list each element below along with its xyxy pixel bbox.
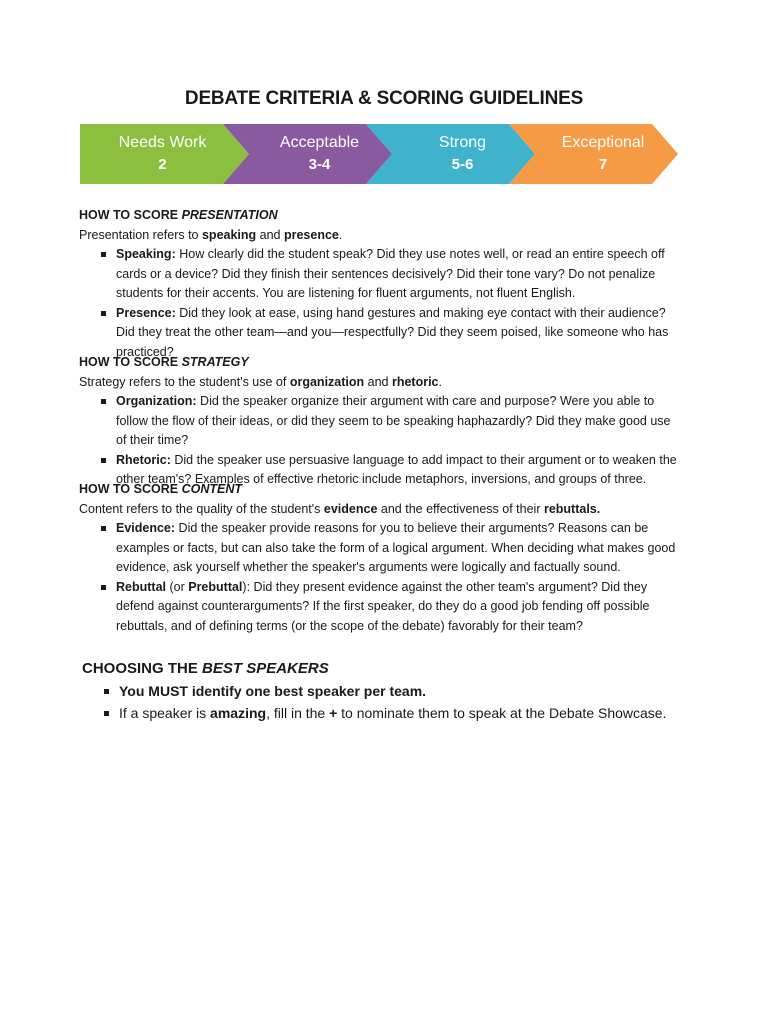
best-speaker-rule: You MUST identify one best speaker per team. xyxy=(104,680,682,702)
criterion-evidence: Evidence: Did the speaker provide reasons for you to believe their arguments? Reasons can be examples or facts, but can also take the form of a logical argument. When deciding what makes good evidence, ask yourself whether the speaker's arguments were logically and factually sound. xyxy=(101,519,679,578)
page-title: DEBATE CRITERIA & SCORING GUIDELINES xyxy=(184,88,584,109)
criterion-rhetoric: Rhetoric: Did the speaker use persuasive language to add impact to their argument or to weaken the other team's? Examples of effective rhetoric include metaphors, inversions, and groups of three. xyxy=(101,451,679,490)
section-presentation xyxy=(79,206,679,362)
scoring-scale-arrows xyxy=(80,124,680,184)
section-best-speakers xyxy=(82,658,682,724)
scale-label: Acceptable xyxy=(279,134,360,151)
bullet-icon xyxy=(101,399,106,404)
section-intro: Strategy refers to the student's use of organization and rhetoric. xyxy=(79,374,442,389)
section-heading: HOW TO SCORE PRESENTATION xyxy=(79,208,278,222)
section-strategy xyxy=(79,353,679,490)
section-intro: Presentation refers to speaking and presence. xyxy=(79,227,343,242)
bullet-icon xyxy=(101,458,106,463)
criterion-organization: Organization: Did the speaker organize their argument with care and purpose? Were you able to follow the flow of their ideas, or did they seem to be speaking haphazardly? Did they make good use of their time? xyxy=(101,392,679,451)
bullet-icon xyxy=(101,252,106,257)
nominate-rule: If a speaker is amazing, fill in the + to nominate them to speak at the Debate Showcase. xyxy=(104,702,682,724)
section-heading: HOW TO SCORE CONTENT xyxy=(79,482,242,496)
scoring-scale xyxy=(80,124,680,184)
bullet-icon xyxy=(104,689,109,694)
criterion-rebuttal: Rebuttal (or Prebuttal): Did they present evidence against the other team's argument? Did they defend against counterarguments? If the first speaker, do they do a good job fending off possible rebuttals, and of defining terms (or the scope of the debate) favorably for their team? xyxy=(101,578,679,637)
scale-score: 7 xyxy=(598,156,608,173)
bullet-icon xyxy=(101,526,106,531)
bullet-icon xyxy=(104,711,109,716)
criterion-speaking: Speaking: How clearly did the student speak? Did they use notes well, or read an entire speech off cards or a device? Did they finish their sentences decisively? Did their tone vary? Do not penalize students for their accents. You are listening for fluent arguments, not fluent English. xyxy=(101,245,679,304)
bullet-icon xyxy=(101,585,106,590)
scale-label: Strong xyxy=(438,134,487,151)
scale-label: Exceptional xyxy=(561,134,645,151)
scale-score: 3-4 xyxy=(308,156,331,173)
section-content xyxy=(79,480,679,636)
section-heading: CHOOSING THE BEST SPEAKERS xyxy=(82,660,329,677)
scale-label: Needs Work xyxy=(118,134,207,151)
section-heading: HOW TO SCORE STRATEGY xyxy=(79,355,249,369)
scale-step-needs-work xyxy=(80,124,249,184)
bullet-icon xyxy=(101,311,106,316)
scale-score: 2 xyxy=(158,156,167,173)
criterion-presence: Presence: Did they look at ease, using hand gestures and making eye contact with their audience? Did they treat the other team—and you—respectfully? Did they seem poised, like someone who has practiced? xyxy=(101,304,679,363)
scale-score: 5-6 xyxy=(451,156,474,173)
section-intro: Content refers to the quality of the student's evidence and the effectiveness of their rebuttals. xyxy=(79,501,601,516)
